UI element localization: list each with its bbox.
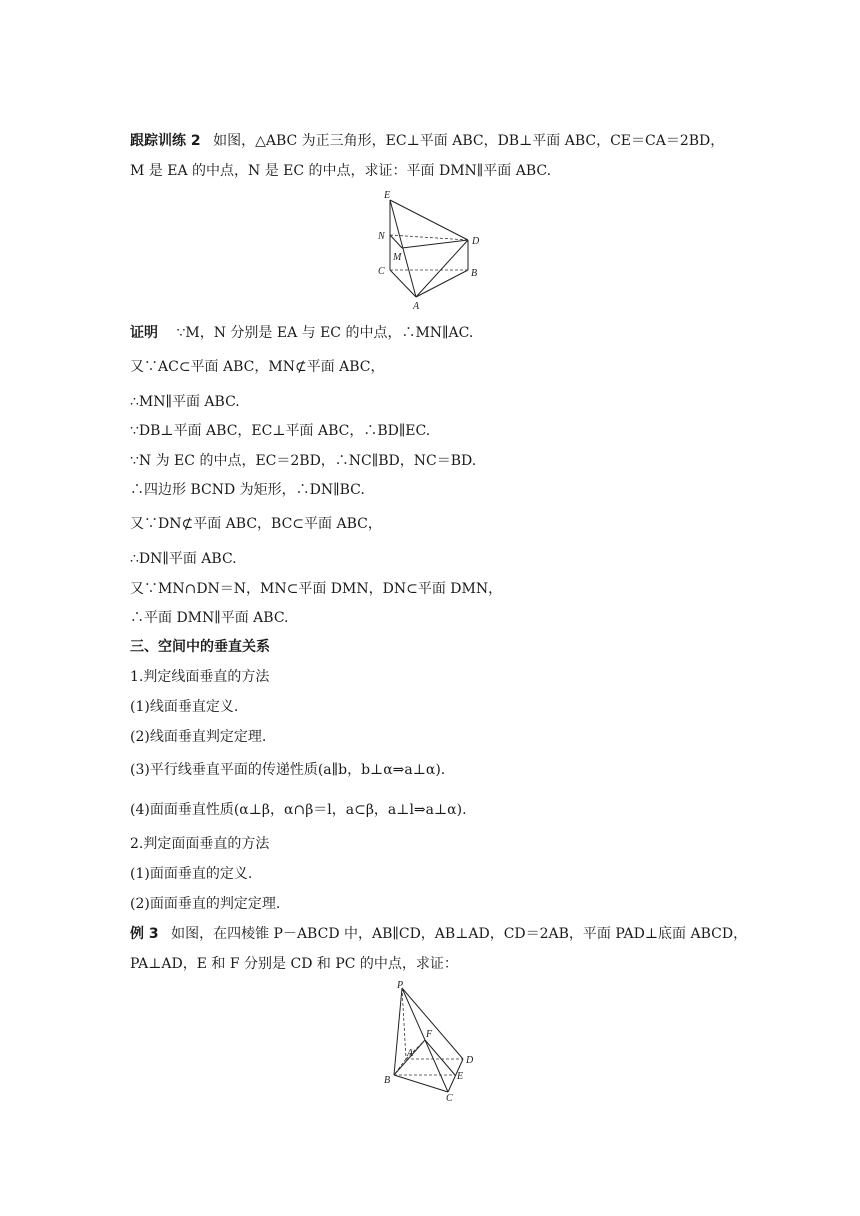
label-B: B: [384, 1075, 391, 1086]
figure-prism: [372, 188, 492, 314]
label-A: A: [407, 1048, 414, 1059]
label-D: D: [472, 236, 480, 247]
proof-line-8: ∴DN∥平面 ABC.: [130, 551, 237, 567]
method-item: (4)面面垂直性质(α⊥β，α∩β＝l，a⊂β，a⊥l⇒a⊥α).: [130, 802, 467, 818]
label-N: N: [378, 231, 385, 242]
proof-first-text: ∵M，N 分别是 EA 与 EC 的中点，∴MN∥AC.: [176, 325, 474, 341]
label-P: P: [397, 980, 404, 991]
edge-EA: [390, 200, 416, 297]
edge-MD: [402, 240, 468, 248]
label-M: M: [393, 252, 402, 263]
proof-line-6: ∴四边形 BCND 为矩形，∴DN∥BC.: [130, 482, 365, 498]
proof-line-4: ∵DB⊥平面 ABC，EC⊥平面 ABC，∴BD∥EC.: [130, 423, 431, 439]
label-A: A: [413, 301, 420, 312]
proof-line-9: 又∵MN∩DN＝N，MN⊂平面 DMN，DN⊂平面 DMN，: [130, 581, 503, 597]
example-3-line-2: PA⊥AD，E 和 F 分别是 CD 和 PC 的中点，求证：: [130, 956, 458, 972]
label-E: E: [457, 1071, 464, 1082]
edge-ND: [390, 235, 468, 240]
proof-line-5: ∵N 为 EC 的中点，EC＝2BD，∴NC∥BD，NC＝BD.: [130, 453, 477, 469]
method-item: (2)面面垂直的判定定理.: [130, 896, 281, 912]
exercise-statement-line-2: M 是 EA 的中点，N 是 EC 的中点，求证：平面 DMN∥平面 ABC.: [130, 163, 552, 179]
edge-AB: [394, 1059, 406, 1075]
proof-line-7: 又∵DN⊄平面 ABC，BC⊂平面 ABC，: [130, 516, 382, 532]
proof-line-10: ∴平面 DMN∥平面 ABC.: [130, 610, 289, 626]
exercise-text: 如图，△ABC 为正三角形，EC⊥平面 ABC，DB⊥平面 ABC，CE＝CA＝2BD，: [213, 133, 725, 149]
example-3-line-1: [130, 925, 747, 943]
subsection-2-title: 2.判定面面垂直的方法: [130, 836, 270, 852]
edge-AD: [416, 240, 468, 297]
edge-PB: [394, 988, 402, 1075]
proof-line-3: ∴MN∥平面 ABC.: [130, 394, 240, 410]
section-3-title: 三、空间中的垂直关系: [130, 639, 270, 655]
proof-heading: 证明: [130, 325, 158, 341]
label-E: E: [384, 190, 391, 201]
label-B: B: [471, 268, 478, 279]
method-item: (1)面面垂直的定义.: [130, 866, 253, 882]
label-F: F: [426, 1029, 433, 1040]
method-item: (1)线面垂直定义.: [130, 699, 239, 715]
edge-FE: [425, 1040, 455, 1075]
example-3-text: 如图，在四棱锥 P－ABCD 中，AB∥CD，AB⊥AD，CD＝2AB，平面 PAD⊥底面 ABCD，: [171, 926, 748, 942]
method-item: (3)平行线垂直平面的传递性质(a∥b，b⊥α⇒a⊥α).: [130, 762, 446, 778]
method-item: (2)线面垂直判定定理.: [130, 729, 267, 745]
proof-line-2: 又∵AC⊂平面 ABC，MN⊄平面 ABC，: [130, 359, 385, 375]
label-C: C: [446, 1093, 453, 1104]
figure-pyramid-svg: [380, 980, 480, 1104]
exercise-heading: 跟踪训练 2: [130, 133, 201, 149]
edge-ED: [390, 200, 468, 240]
example-3-heading: 例 3: [130, 926, 159, 942]
exercise-statement-line-1: [130, 132, 724, 150]
figure-prism-svg: [372, 188, 492, 314]
proof-line-1: [130, 324, 473, 342]
subsection-1-title: 1.判定线面垂直的方法: [130, 669, 270, 685]
label-D: D: [466, 1055, 474, 1066]
edge-AB: [416, 270, 468, 297]
label-C: C: [378, 266, 385, 277]
edge-BC: [394, 1075, 448, 1092]
edge-PA: [402, 988, 406, 1059]
figure-pyramid: [380, 980, 480, 1104]
